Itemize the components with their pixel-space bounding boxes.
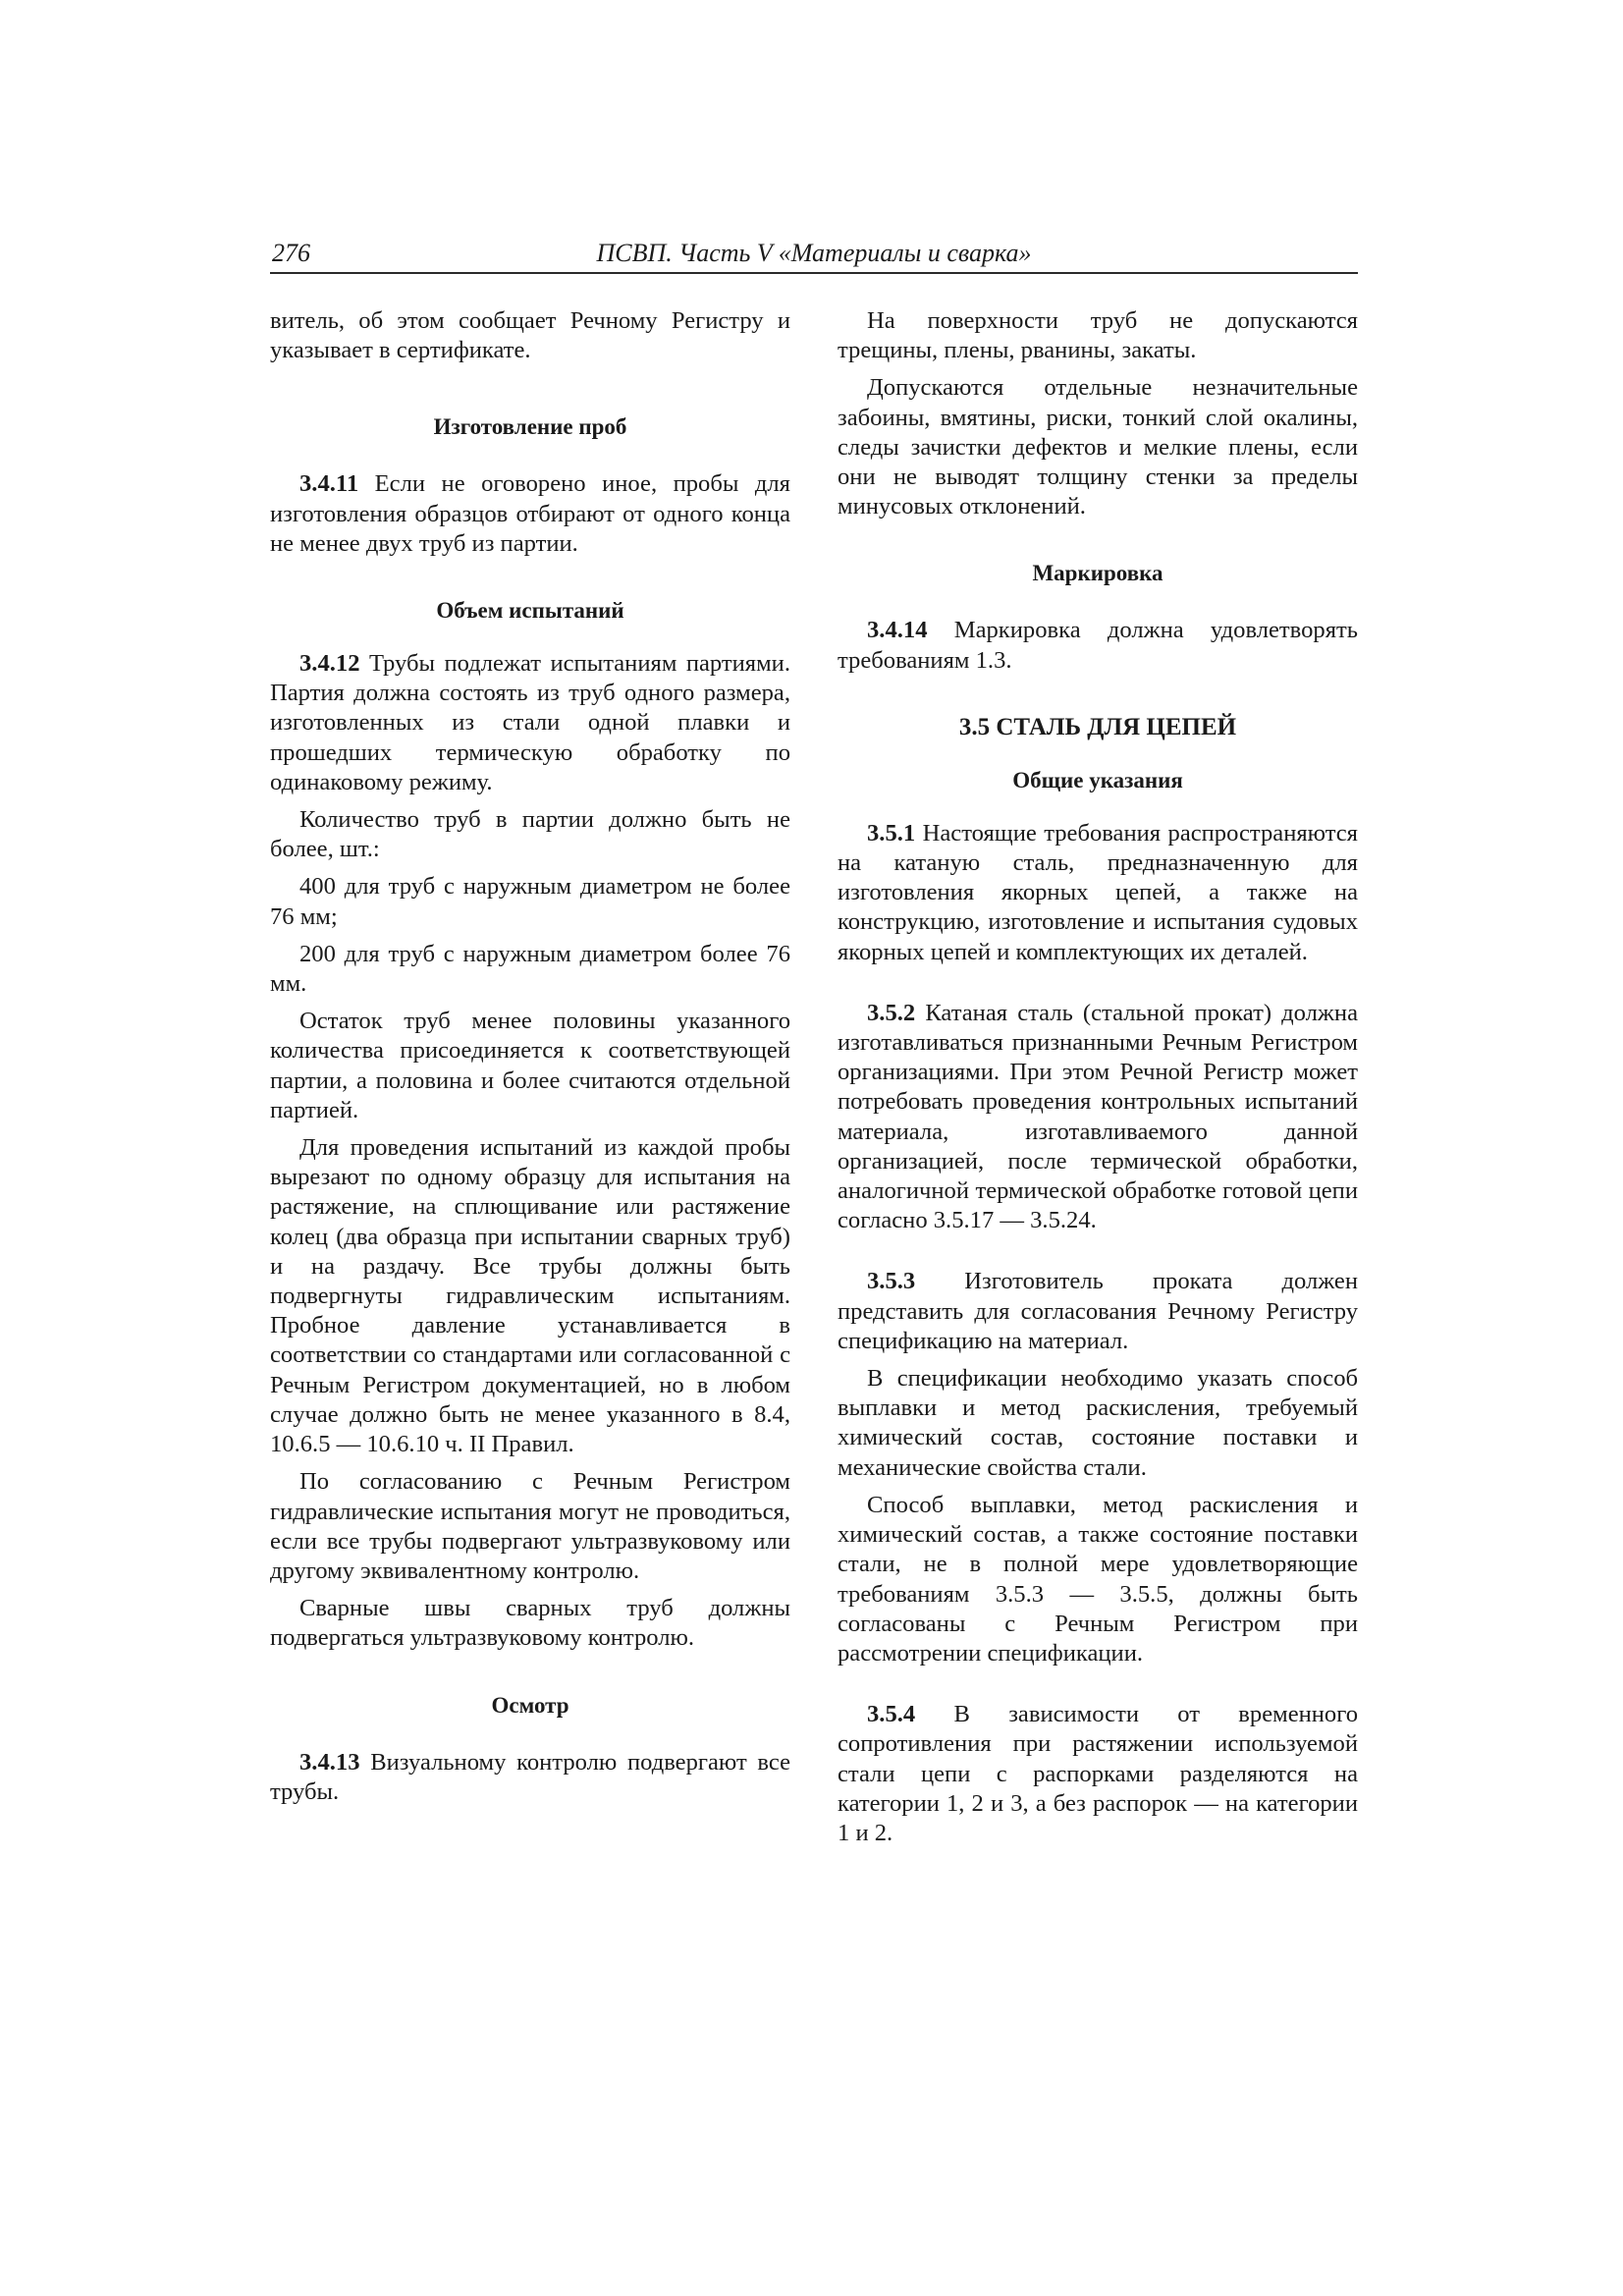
paragraph-quantity: Количество труб в партии должно быть не более, шт.: xyxy=(270,806,790,863)
right-column xyxy=(838,306,1358,1856)
clause-text: Маркировка должна удовлетворять требованиям 1.3. xyxy=(838,617,1358,674)
clause-text: Визуальному контролю подвергают все трубы. xyxy=(270,1748,790,1805)
clause-text: Трубы подлежат испытаниям партиями. Партия должна состоять из труб одного размера, изготовленных из стали одной плавки и прошедших термическую обработку по одинаковому режиму. xyxy=(270,650,790,795)
paragraph-remainder: Остаток труб менее половины указанного количества присоединяется к соответствующей партии, а половина и более считаются отдельной партией. xyxy=(270,1008,790,1123)
clause-number: 3.4.13 xyxy=(299,1748,360,1776)
left-column xyxy=(270,306,790,1815)
running-title: ПСВП. Часть V «Материалы и сварка» xyxy=(596,239,1032,267)
paragraph-3-5-4 xyxy=(838,1700,1358,1848)
paragraph-testing: Для проведения испытаний из каждой пробы вырезают по одному образцу для испытания на растяжение, на сплющивание или растяжение колец (два образца при испытании сварных труб) и на раздачу. Все трубы должны быть подвергнуты гидравлическим испытаниям. Пробное давление устанавливается в соответствии со стандартами или согласованной с Речным Регистром документацией, но в любом случае должно быть не менее указанного в 8.4, 10.6.5 — 10.6.10 ч. II Правил. xyxy=(270,1134,790,1458)
clause-text: Катаная сталь (стальной прокат) должна изготавливаться признанными Речным Регистром организациями. При этом Речной Регистр может потребовать проведения контрольных испытаний материала, изготавливаемого данной организацией, после термической обработки, аналогичной термической обработке готовой цепи согласно 3.5.17 — 3.5.24. xyxy=(838,999,1358,1234)
heading-samples: Изготовление проб xyxy=(433,414,627,440)
page-number: 276 xyxy=(272,239,310,267)
clause-number: 3.4.12 xyxy=(299,650,360,678)
paragraph-allowed: Допускаются отдельные незначительные забоины, вмятины, риски, тонкий слой окалины, следы зачистки дефектов и мелкие плены, если они не выводят толщину стенки за пределы минусовых отклонений. xyxy=(838,374,1358,520)
heading-general: Общие указания xyxy=(1012,767,1183,793)
section-heading: 3.5 СТАЛЬ ДЛЯ ЦЕПЕЙ xyxy=(958,713,1237,740)
clause-number: 3.4.14 xyxy=(867,617,928,644)
clause-number: 3.5.2 xyxy=(867,999,916,1026)
paragraph-surface: На поверхности труб не допускаются трещины, плены, рванины, закаты. xyxy=(838,307,1358,364)
paragraph-spec: В спецификации необходимо указать способ выплавки и метод раскисления, требуемый химический состав, состояние поставки и механические свойства стали. xyxy=(838,1365,1358,1481)
clause-number: 3.5.3 xyxy=(867,1268,916,1295)
paragraph-agreement: По согласованию с Речным Регистром гидравлические испытания могут не проводиться, если все трубы подвергают ультразвуковому или другому эквивалентному контролю. xyxy=(270,1468,790,1584)
clause-text: Изготовитель проката должен представить для согласования Речному Регистру спецификацию на материал. xyxy=(838,1268,1358,1354)
paragraph-3-4-14 xyxy=(838,616,1358,675)
clause-text: Если не оговорено иное, пробы для изготовления образцов отбирают от одного конца не менее двух труб из партии. xyxy=(270,470,790,557)
page-header xyxy=(270,239,1358,274)
paragraph-continuation: витель, об этом сообщает Речному Регистру и указывает в сертификате. xyxy=(270,307,790,364)
heading-inspection: Осмотр xyxy=(491,1692,569,1718)
paragraph-3-5-1 xyxy=(838,819,1358,967)
paragraph-400: 400 для труб с наружным диаметром не более 76 мм; xyxy=(270,873,790,930)
paragraph-welds: Сварные швы сварных труб должны подвергаться ультразвуковому контролю. xyxy=(270,1595,790,1652)
paragraph-3-4-11 xyxy=(270,469,790,559)
paragraph-3-5-3 xyxy=(838,1267,1358,1356)
clause-number: 3.5.4 xyxy=(867,1701,916,1728)
clause-number: 3.5.1 xyxy=(867,819,916,847)
clause-number: 3.4.11 xyxy=(299,470,359,498)
paragraph-method: Способ выплавки, метод раскисления и химический состав, а также состояние поставки стали, не в полной мере удовлетворяющие требованиям 3.5.3 — 3.5.5, должны быть согласованы с Речным Регистром при рассмотрении спецификации. xyxy=(838,1491,1358,1667)
paragraph-3-4-12 xyxy=(270,649,790,797)
paragraph-3-4-13 xyxy=(270,1748,790,1807)
heading-marking: Маркировка xyxy=(1032,561,1163,586)
paragraph-200: 200 для труб с наружным диаметром более 76 мм. xyxy=(270,940,790,998)
paragraph-3-5-2 xyxy=(838,999,1358,1236)
clause-text: В зависимости от временного сопротивления при растяжении используемой стали цепи с распорками разделяются на категории 1, 2 и 3, а без распорок — на категории 1 и 2. xyxy=(838,1701,1359,1846)
clause-text: Настоящие требования распространяются на катаную сталь, предназначенную для изготовления якорных цепей, а также на конструкцию, изготовление и испытания судовых якорных цепей и комплектующих их деталей. xyxy=(838,819,1358,965)
heading-scope: Объем испытаний xyxy=(436,598,624,624)
